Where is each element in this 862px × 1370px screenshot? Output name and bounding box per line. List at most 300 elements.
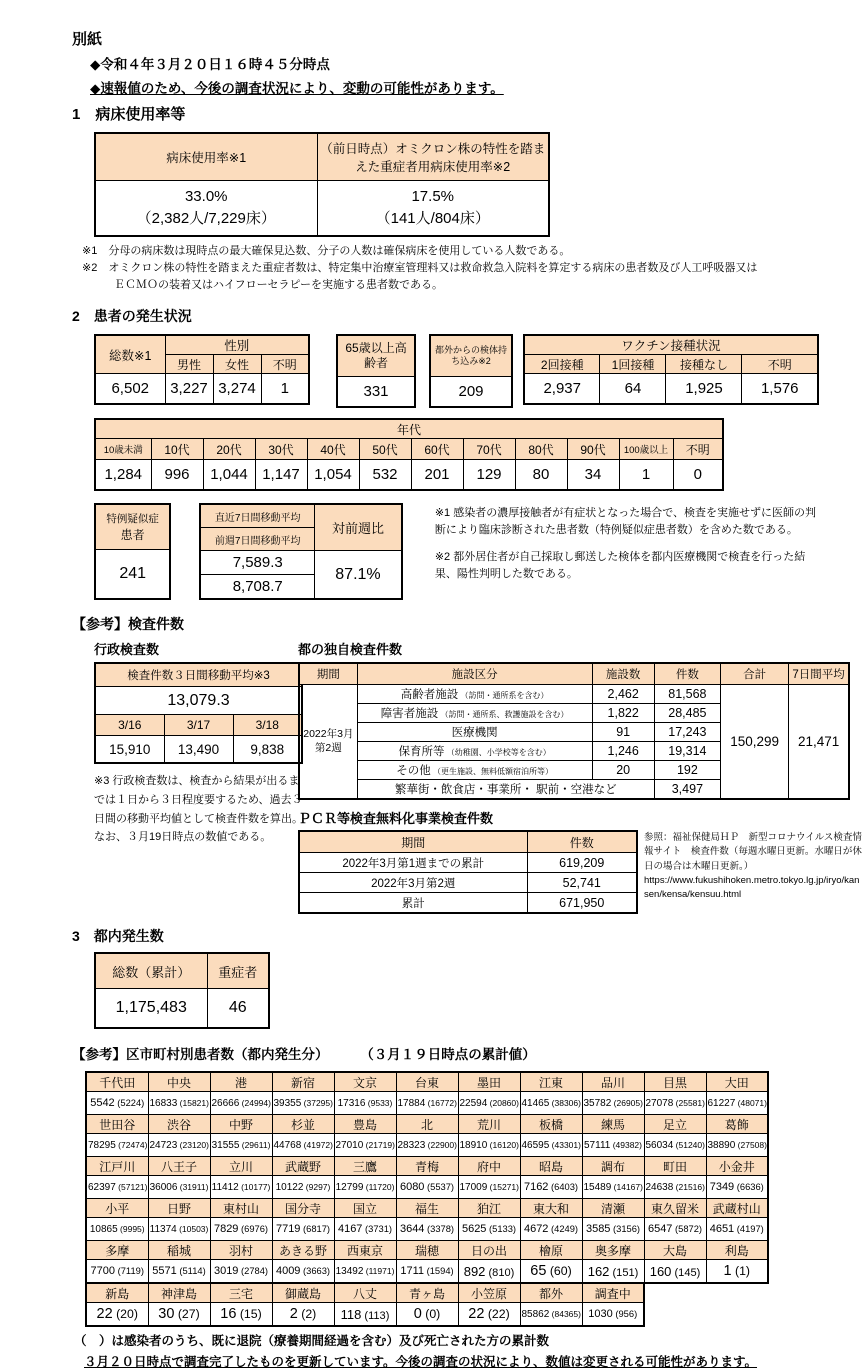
- facility-label: [357, 742, 592, 761]
- facility-name: 医療機関: [451, 727, 498, 740]
- case-count: 26666: [211, 1097, 240, 1109]
- municipality-value: [86, 1134, 148, 1157]
- resolved-count: (16120): [487, 1139, 519, 1150]
- municipality-value: [458, 1303, 520, 1327]
- municipality-name: 八丈: [334, 1283, 396, 1303]
- resolved-count: (5114): [176, 1266, 206, 1277]
- pcr-count: 619,209: [527, 853, 637, 873]
- age-group-header: 年代: [95, 419, 723, 439]
- resolved-count: (6403): [548, 1182, 579, 1193]
- resolved-count: (9297): [303, 1181, 331, 1192]
- case-count: 160: [649, 1263, 672, 1279]
- section1-title: 1 病床使用率等: [72, 106, 186, 123]
- case-count: 35782: [583, 1097, 612, 1109]
- vaccine-header: ワクチン接種状況: [524, 335, 818, 355]
- municipality-name: 西東京: [334, 1241, 396, 1260]
- tokyo-total: 150,299: [721, 685, 789, 800]
- municipality-value: [210, 1176, 272, 1199]
- municipality-value: [582, 1303, 644, 1327]
- case-count: 4651: [709, 1223, 735, 1236]
- resolved-count: (151): [609, 1266, 639, 1279]
- municipality-value: [458, 1134, 520, 1157]
- case-count: 16: [220, 1306, 237, 1323]
- municipality-value: [706, 1218, 768, 1241]
- case-count: 7719: [275, 1223, 301, 1236]
- municipality-value: [272, 1092, 334, 1115]
- municipality-value: [334, 1303, 396, 1327]
- municipality-value-row: [86, 1218, 768, 1241]
- facility-label: [357, 685, 592, 704]
- gender-label: 女性: [213, 355, 261, 374]
- resolved-count: (3378): [424, 1224, 455, 1235]
- vaccine-value: 1,925: [666, 374, 742, 405]
- test-count: 19,314: [654, 742, 720, 761]
- resolved-count: (16772): [425, 1097, 457, 1108]
- case-count: 61227: [707, 1097, 736, 1109]
- municipality-value: [148, 1176, 210, 1199]
- municipality-name: 江戸川: [86, 1157, 148, 1176]
- resolved-count: (9533): [365, 1097, 393, 1108]
- municipality-title: [72, 1043, 819, 1063]
- municipality-value: [272, 1218, 334, 1241]
- resolved-count: (41972): [301, 1139, 333, 1150]
- municipality-name: 大田: [706, 1072, 768, 1092]
- facility-count: 1,246: [592, 742, 654, 761]
- attachment-label: 別紙: [72, 31, 103, 48]
- case-count: 17884: [397, 1097, 426, 1109]
- case-count: 2: [289, 1306, 298, 1323]
- municipality-value: [396, 1134, 458, 1157]
- resolved-count: (15821): [177, 1097, 209, 1108]
- municipality-name: 文京: [334, 1072, 396, 1092]
- resolved-count: (51240): [673, 1139, 705, 1150]
- section2-note-2: ※2 都外居住者が自己採取し郵送した検体を都内医療機関で検査を行った結果、陽性判明した数である。: [434, 551, 806, 580]
- municipality-name: 中央: [148, 1072, 210, 1092]
- municipality-value: [520, 1303, 582, 1327]
- age-value: 1: [619, 460, 673, 491]
- special-case-header: [95, 504, 170, 550]
- age-category: 不明: [673, 439, 723, 460]
- resolved-count: (49382): [610, 1139, 642, 1150]
- municipality-value: [520, 1218, 582, 1241]
- municipality-value: [148, 1134, 210, 1157]
- municipality-name: 都外: [520, 1283, 582, 1303]
- municipality-value: [334, 1176, 396, 1199]
- municipality-value: [148, 1260, 210, 1284]
- municipality-name: 三宅: [210, 1283, 272, 1303]
- admin-date: 3/18: [233, 715, 302, 736]
- age-value: 80: [515, 460, 567, 491]
- resolved-count: (3156): [610, 1224, 641, 1235]
- case-count: 28323: [397, 1139, 426, 1151]
- municipality-name: 葛飾: [706, 1115, 768, 1134]
- municipality-value: [644, 1134, 706, 1157]
- resolved-count: (11720): [363, 1181, 395, 1192]
- municipality-name: 三鷹: [334, 1157, 396, 1176]
- municipality-value: [582, 1134, 644, 1157]
- case-count: 24638: [645, 1181, 674, 1193]
- municipality-name: 武蔵村山: [706, 1199, 768, 1218]
- admin-count: 15,910: [95, 736, 164, 764]
- case-count: 22: [96, 1306, 113, 1323]
- municipality-name: 府中: [458, 1157, 520, 1176]
- resolved-count: (20): [112, 1307, 138, 1322]
- case-count: 10122: [275, 1181, 304, 1193]
- age-value: 996: [151, 460, 203, 491]
- case-count: 16833: [149, 1097, 178, 1109]
- case-count: 892: [463, 1263, 486, 1279]
- municipality-value: [520, 1176, 582, 1199]
- municipality-name: 福生: [396, 1199, 458, 1218]
- resolved-count: (113): [361, 1309, 390, 1322]
- resolved-count: (2784): [238, 1266, 269, 1277]
- facility-label: [357, 761, 592, 780]
- municipality-value: [210, 1303, 272, 1327]
- municipality-name: 小平: [86, 1199, 148, 1218]
- municipality-name: 小金井: [706, 1157, 768, 1176]
- elderly-table: [336, 334, 416, 408]
- pcr-reference: [644, 831, 862, 902]
- age-table: [94, 418, 724, 491]
- resolved-count: (7119): [115, 1266, 144, 1277]
- resolved-count: (5537): [424, 1182, 455, 1193]
- age-category: 30代: [255, 439, 307, 460]
- resolved-count: (21516): [673, 1181, 705, 1192]
- municipality-value: [520, 1260, 582, 1284]
- municipality-name: 東久留米: [644, 1199, 706, 1218]
- age-value: 532: [359, 460, 411, 491]
- case-count: 15489: [583, 1181, 612, 1193]
- facility-name: 繁華街・飲食店・事業所・ 駅前・空港など: [394, 784, 617, 797]
- municipality-name: 狛江: [458, 1199, 520, 1218]
- patient-summary-row: [94, 334, 819, 408]
- test-count: 3,497: [654, 780, 720, 800]
- municipality-name: 練馬: [582, 1115, 644, 1134]
- pcr-table: [298, 830, 638, 914]
- case-count: 36006: [149, 1181, 178, 1193]
- municipality-name: 目黒: [644, 1072, 706, 1092]
- special-case-value: 241: [95, 550, 170, 600]
- section2-notes: [435, 505, 819, 593]
- case-count: 7349: [709, 1181, 735, 1194]
- age-value: 1,054: [307, 460, 359, 491]
- special-case-table: [94, 503, 171, 600]
- resolved-count: (21719): [363, 1139, 395, 1150]
- severe-bed-rate-header: （前日時点）オミクロン株の特性を踏まえた重症者用病床使用率※2: [317, 133, 549, 181]
- municipality-name: 足立: [644, 1115, 706, 1134]
- municipality-name: 御蔵島: [272, 1283, 334, 1303]
- outside-sample-header: 都外からの検体持ち込み※2: [430, 335, 512, 377]
- municipality-name: 檜原: [520, 1241, 582, 1260]
- age-category: 90代: [567, 439, 619, 460]
- municipality-value: [210, 1260, 272, 1284]
- resolved-count: (5133): [486, 1224, 517, 1235]
- case-count: 27010: [335, 1139, 364, 1151]
- facility-count: 1,822: [592, 704, 654, 723]
- municipality-value: [272, 1303, 334, 1327]
- resolved-count: (15): [236, 1307, 262, 1322]
- admin-date: 3/17: [164, 715, 233, 736]
- municipality-name: 日野: [148, 1199, 210, 1218]
- municipality-name: 東村山: [210, 1199, 272, 1218]
- municipality-value-row: [86, 1303, 644, 1327]
- resolved-count: (25581): [673, 1097, 705, 1108]
- resolved-count: (48071): [735, 1097, 767, 1108]
- municipality-value: [520, 1134, 582, 1157]
- tokyo-tests-block: [298, 639, 862, 914]
- resolved-count: (6817): [300, 1224, 331, 1235]
- resolved-count: (22): [484, 1307, 510, 1322]
- municipality-value-row: [86, 1176, 768, 1199]
- resolved-count: (57121): [115, 1181, 148, 1192]
- municipality-value: [210, 1218, 272, 1241]
- admin-tests-note: ※3 行政検査数は、検査から結果が出るまでは１日から３日程度要するため、過去３日間の移動平均値として検査件数を算出。なお、３月19日時点の数値である。: [94, 775, 303, 844]
- resolved-count: (145): [671, 1266, 701, 1279]
- facility-name: 高齢者施設: [400, 689, 459, 702]
- municipality-name: 港: [210, 1072, 272, 1092]
- municipality-value: [148, 1303, 210, 1327]
- outside-sample-table: [429, 334, 513, 408]
- resolved-count: (31911): [177, 1181, 209, 1192]
- resolved-count: (1): [731, 1264, 751, 1279]
- pcr-period: 2022年3月第2週: [299, 873, 527, 893]
- facility-name: その他: [396, 765, 431, 778]
- resolved-count: (29611): [239, 1139, 271, 1150]
- municipality-value: [706, 1260, 768, 1284]
- municipality-name: 新宿: [272, 1072, 334, 1092]
- age-value: 1,147: [255, 460, 307, 491]
- admin-date: 3/16: [95, 715, 164, 736]
- municipality-title-date: （３月１９日時点の累計値）: [360, 1047, 536, 1063]
- tokyo-column-header: 施設数: [592, 663, 654, 685]
- municipality-footnote-2: ３月２０日時点で調査完了したものを更新しています。今後の調査の状況により、数値は変更される可能性があります。: [84, 1355, 758, 1370]
- severe-bed-rate-percent: 17.5%: [411, 188, 455, 206]
- admin-count: 9,838: [233, 736, 302, 764]
- municipality-value: [396, 1176, 458, 1199]
- age-category: 50代: [359, 439, 411, 460]
- case-count: 6080: [399, 1181, 425, 1194]
- case-count: 7700: [90, 1265, 116, 1278]
- resolved-count: (3731): [362, 1224, 393, 1235]
- municipality-name-row: [86, 1283, 644, 1303]
- case-count: 39355: [273, 1097, 302, 1109]
- resolved-count: (1594): [424, 1266, 454, 1277]
- municipality-table: [85, 1071, 769, 1284]
- municipality-value: [582, 1260, 644, 1284]
- vaccine-label: 不明: [742, 355, 818, 374]
- resolved-count: (37295): [301, 1097, 333, 1108]
- pcr-title: ＰＣＲ等検査無料化事業検査件数: [298, 811, 494, 827]
- resolved-count: (14167): [611, 1181, 643, 1192]
- case-count: 12799: [335, 1181, 364, 1193]
- municipality-name: 新島: [86, 1283, 148, 1303]
- case-count: 24723: [149, 1139, 178, 1151]
- resolved-count: (6976): [238, 1224, 269, 1235]
- municipality-value: [458, 1260, 520, 1284]
- tokyo-column-header: 期間: [299, 663, 357, 685]
- facility-note: （更生施設、無料低額宿泊所等）: [430, 767, 553, 777]
- tokyo-tests-table: [298, 662, 850, 800]
- municipality-name: 世田谷: [86, 1115, 148, 1134]
- case-count: 44768: [273, 1139, 302, 1151]
- facility-note: （訪問・通所系を含む）: [458, 691, 549, 701]
- gender-value: 1: [261, 374, 309, 405]
- tests-row: [72, 639, 862, 914]
- bed-rate-percent: 33.0%: [184, 188, 228, 206]
- municipality-name: 江東: [520, 1072, 582, 1092]
- facility-note: （訪問・通所系、救護施設を含む）: [438, 710, 569, 720]
- bed-rate-value: [95, 181, 317, 237]
- municipality-name: 調布: [582, 1157, 644, 1176]
- municipality-name-row: [86, 1241, 768, 1260]
- municipality-name: 小笠原: [458, 1283, 520, 1303]
- tokyo-period: 2022年3月第2週: [299, 685, 357, 800]
- gender-group-header: 性別: [165, 335, 309, 355]
- total-header: 総数※1: [95, 335, 165, 374]
- case-count: 3019: [213, 1265, 239, 1278]
- case-count: 22: [468, 1306, 485, 1323]
- municipality-value: [210, 1134, 272, 1157]
- municipality-name: 羽村: [210, 1241, 272, 1260]
- gender-label: 男性: [165, 355, 213, 374]
- facility-count: 2,462: [592, 685, 654, 704]
- case-count: 56034: [645, 1139, 674, 1151]
- pcr-reference-url: https://www.fukushihoken.metro.tokyo.lg.jp/iryo/kansen/kensa/kensuu.html: [644, 874, 860, 901]
- age-category: 10代: [151, 439, 203, 460]
- case-count: 1030: [588, 1308, 613, 1321]
- municipality-value: [582, 1092, 644, 1115]
- resolved-count: (22900): [425, 1139, 457, 1150]
- pcr-row: [299, 893, 637, 914]
- municipality-value: [644, 1218, 706, 1241]
- case-count: 30: [158, 1306, 175, 1323]
- cumulative-total-header: 総数（累計）: [95, 953, 207, 989]
- facility-label: [357, 704, 592, 723]
- age-value: 1,044: [203, 460, 255, 491]
- age-value: 129: [463, 460, 515, 491]
- municipality-value: [86, 1260, 148, 1284]
- age-value: 1,284: [95, 460, 151, 491]
- resolved-count: (810): [485, 1266, 515, 1279]
- municipality-name: 武蔵野: [272, 1157, 334, 1176]
- pcr-row: [298, 827, 862, 914]
- case-count: 0: [413, 1306, 422, 1323]
- resolved-count: (84365): [549, 1308, 581, 1319]
- municipality-value: [396, 1260, 458, 1284]
- special-case-header-line2: 患者: [120, 528, 145, 543]
- age-category: 80代: [515, 439, 567, 460]
- municipality-value: [458, 1176, 520, 1199]
- bed-usage-table: [94, 132, 550, 237]
- municipality-name: 神津島: [148, 1283, 210, 1303]
- municipality-name: 青ヶ島: [396, 1283, 458, 1303]
- municipality-name: 墨田: [458, 1072, 520, 1092]
- municipality-name: 大島: [644, 1241, 706, 1260]
- municipality-name: 品川: [582, 1072, 644, 1092]
- municipality-name: 国立: [334, 1199, 396, 1218]
- municipality-value: [644, 1260, 706, 1284]
- municipality-name-row: [86, 1115, 768, 1134]
- cumulative-table: [94, 952, 270, 1029]
- note-2a: ※2 オミクロン株の特性を踏まえた重症者数は、特定集中治療室管理料又は救命救急入院料を算定する病床の患者数及び人工呼吸器又は: [82, 262, 758, 275]
- municipality-value: [706, 1176, 768, 1199]
- municipality-title-main: 【参考】区市町村別患者数（都内発生分）: [72, 1047, 329, 1063]
- case-count: 11412: [211, 1181, 239, 1193]
- municipality-value: [706, 1134, 768, 1157]
- municipality-name: 清瀬: [582, 1199, 644, 1218]
- municipality-value: [148, 1218, 210, 1241]
- resolved-count: (4197): [734, 1224, 764, 1235]
- municipality-value: [86, 1176, 148, 1199]
- municipality-name: 町田: [644, 1157, 706, 1176]
- pcr-period-header: 期間: [299, 831, 527, 853]
- facility-label: [357, 723, 592, 742]
- pcr-row: [299, 873, 637, 893]
- municipality-name: 北: [396, 1115, 458, 1134]
- municipality-value: [706, 1092, 768, 1115]
- resolved-count: (60): [546, 1264, 572, 1279]
- vaccine-value: 64: [600, 374, 666, 405]
- pcr-period: 2022年3月第1週までの累計: [299, 853, 527, 873]
- municipality-name: 日の出: [458, 1241, 520, 1260]
- municipality-name-row: [86, 1072, 768, 1092]
- case-count: 41465: [521, 1097, 550, 1109]
- vaccine-value: 2,937: [524, 374, 600, 405]
- bed-rate-detail: （2,382人/7,229床）: [136, 210, 276, 227]
- vaccine-table: [523, 334, 819, 405]
- resolved-count: (9995): [117, 1223, 145, 1234]
- case-count: 4167: [337, 1223, 363, 1236]
- case-count: 17009: [459, 1181, 488, 1193]
- age-category: 10歳未満: [95, 439, 151, 460]
- resolved-count: (43301): [549, 1139, 581, 1150]
- test-count: 192: [654, 761, 720, 780]
- municipality-name: 千代田: [86, 1072, 148, 1092]
- case-count: 4672: [523, 1223, 549, 1236]
- tokyo-row: [299, 685, 849, 704]
- severe-value: 46: [207, 989, 269, 1029]
- week-ratio-label: 対前週比: [315, 504, 402, 551]
- municipality-value: [334, 1134, 396, 1157]
- severe-header: 重症者: [207, 953, 269, 989]
- admin-count: 13,490: [164, 736, 233, 764]
- municipality-value: [334, 1218, 396, 1241]
- case-count: 3585: [585, 1223, 611, 1236]
- municipality-value: [582, 1176, 644, 1199]
- municipality-name: 中野: [210, 1115, 272, 1134]
- pcr-reference-text: 参照：福祉保健局ＨＰ 新型コロナウイルス検査情報サイト 検査件数（毎週水曜日更新。水曜日が休日の場合は木曜日更新。）: [644, 832, 862, 872]
- municipality-name: 稲城: [148, 1241, 210, 1260]
- tokyo-week-average: 21,471: [789, 685, 849, 800]
- special-case-header-line1: 特例疑似症: [106, 513, 159, 526]
- gender-table: [94, 334, 310, 405]
- resolved-count: (0): [421, 1307, 441, 1322]
- test-count: 17,243: [654, 723, 720, 742]
- municipality-name: 調査中: [582, 1283, 644, 1303]
- recent-average-label: 直近7日間移動平均: [200, 504, 314, 528]
- case-count: 57111: [584, 1139, 611, 1151]
- outside-sample-value: 209: [430, 377, 512, 408]
- municipality-value: [86, 1303, 148, 1327]
- elderly-header: 65歳以上高齢者: [337, 335, 415, 377]
- bed-rate-header: 病床使用率※1: [95, 133, 317, 181]
- severe-bed-rate-value: [317, 181, 549, 237]
- case-count: 46595: [521, 1139, 550, 1151]
- municipality-value: [582, 1218, 644, 1241]
- municipality-name: 八王子: [148, 1157, 210, 1176]
- municipality-name: 国分寺: [272, 1199, 334, 1218]
- municipality-value: [210, 1092, 272, 1115]
